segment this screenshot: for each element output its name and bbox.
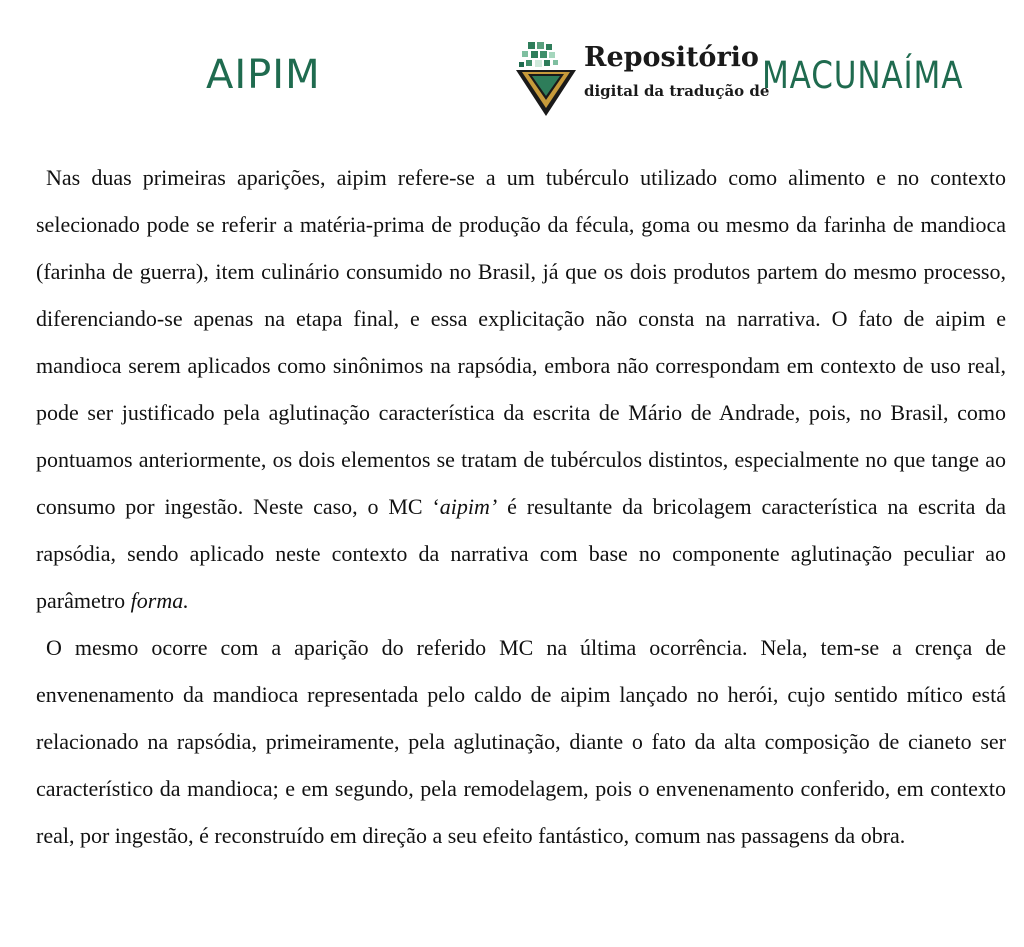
paragraph-1-text-a: Nas duas primeiras aparições, aipim refere-se a um tubérculo utilizado como alimento e no contexto selecionado pode se referir a matéria-prima de produção da fécula, goma ou mesmo da farinha de mandioca (farinha de guerra), item culinário consumido no Brasil, já que os dois produtos partem do mesmo processo, diferenciando-se apenas na etapa final, e essa explicitação não consta na narrativa. O fato de aipim e mandioca serem aplicados como sinônimos na rapsódia, embora não correspondam em contexto de uso real, pode ser justificado pela aglutinação característica da escrita de Mário de Andrade, pois, no Brasil, como pontuamos anteriormente, os dois elementos se tratam de tubérculos distintos, especialmente no que tange ao consumo por ingestão. Neste caso, o MC ‘: [36, 165, 1006, 519]
paragraph-1-emphasis-2: forma.: [130, 588, 189, 613]
page-title: AIPIM: [206, 52, 321, 98]
paragraph-1-emphasis-1: aipim’: [439, 494, 498, 519]
logo-line1: Repositório: [584, 42, 759, 73]
logo-line2: digital da tradução de: [584, 82, 770, 100]
repository-logo: [514, 38, 964, 118]
document-body: [36, 154, 1006, 859]
paragraph-1: [36, 154, 1006, 624]
logo-mark-icon: [514, 38, 584, 118]
paragraph-2: O mesmo ocorre com a aparição do referido MC na última ocorrência. Nela, tem-se a crença de envenenamento da mandioca representada pelo caldo de aipim lançado no herói, cujo sentido mítico está relacionado na rapsódia, primeiramente, pela aglutinação, diante o fato da alta composição de cianeto ser característico da mandioca; e em segundo, pela remodelagem, pois o envenenamento conferido, em contexto real, por ingestão, é reconstruído em direção a seu efeito fantástico, comum nas passagens da obra.: [36, 635, 1006, 848]
paragraph-1-text-b: é resultante da bricolagem característica na escrita da rapsódia, sendo aplicado neste contexto da narrativa com base no componente aglutinação peculiar ao parâmetro: [36, 494, 1006, 613]
logo-brand: MACUNAÍMA: [762, 54, 964, 97]
